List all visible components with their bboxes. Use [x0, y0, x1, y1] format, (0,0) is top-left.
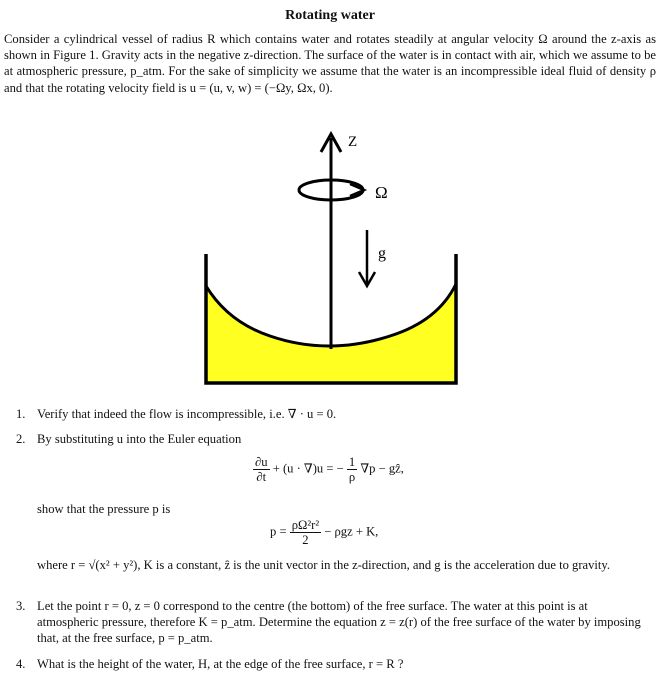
- question-text: By substituting u into the Euler equation: [37, 432, 242, 446]
- question-4: [16, 656, 652, 672]
- z-axis-label: Z: [348, 134, 358, 150]
- where-text: where r = √(x² + y²), K is a constant, ẑ is the unit vector in the z-direction, and g is the acceleration due to gravity.: [37, 558, 611, 572]
- page-title: Rotating water: [285, 8, 375, 23]
- question-number: 2.: [16, 432, 26, 446]
- question-number: 4.: [16, 657, 26, 671]
- intro-paragraph: Consider a cylindrical vessel of radius R which contains water and rotates steadily at angular velocity Ω around the z-axis as shown in Figure 1. Gravity acts in the negative z-direction. The surface of the water is in contact with air, which we assume to be at atmospheric pressure, p_atm. For the sake of simplicity we assume that the water is an incompressible ideal fluid of density ρ and that the rotating velocity field is u = (u, v, w) = (−Ωy, Ωx, 0).: [4, 32, 656, 95]
- question-3: [16, 598, 652, 647]
- question-text: What is the height of the water, H, at the edge of the free surface, r = R ?: [37, 657, 404, 671]
- pressure-equation: p = $\frac{\text{ρΩ²r²}}{2}$ − ρgz + K,: [270, 518, 379, 547]
- euler-fraction-du-dt: $\frac{\partial u}{\partial t}$: [255, 455, 268, 484]
- pressure-fraction: $\frac{\text{ρΩ²r²}}{2}$: [291, 518, 320, 547]
- rotating-vessel-figure: [190, 126, 480, 396]
- show-pressure-text: show that the pressure p is: [37, 502, 171, 516]
- question-1: [16, 406, 652, 422]
- euler-equation: $\frac{\partial u}{\partial t}$ + (u · ∇)u = − $\frac{1}{\rho}$ ∇p − gẑ,: [255, 455, 404, 484]
- question-number: 3.: [16, 599, 26, 613]
- euler-fraction-one-over-rho: $\frac{1}{\rho}$: [348, 455, 356, 484]
- figure-svg: [190, 126, 480, 396]
- question-text: Let the point r = 0, z = 0 correspond to the centre (the bottom) of the free surface. The water at this point is at atmospheric pressure, therefore K = p_atm. Determine the equation z = z(r) of the free surface of the water by imposing that, at the free surface, p = p_atm.: [37, 599, 641, 646]
- rotation-label: Ω: [375, 183, 388, 202]
- gravity-label: g: [378, 245, 386, 262]
- question-2: [16, 431, 652, 447]
- question-number: 1.: [16, 407, 26, 421]
- question-text: Verify that indeed the flow is incompressible, i.e. ∇ · u = 0.: [37, 407, 337, 421]
